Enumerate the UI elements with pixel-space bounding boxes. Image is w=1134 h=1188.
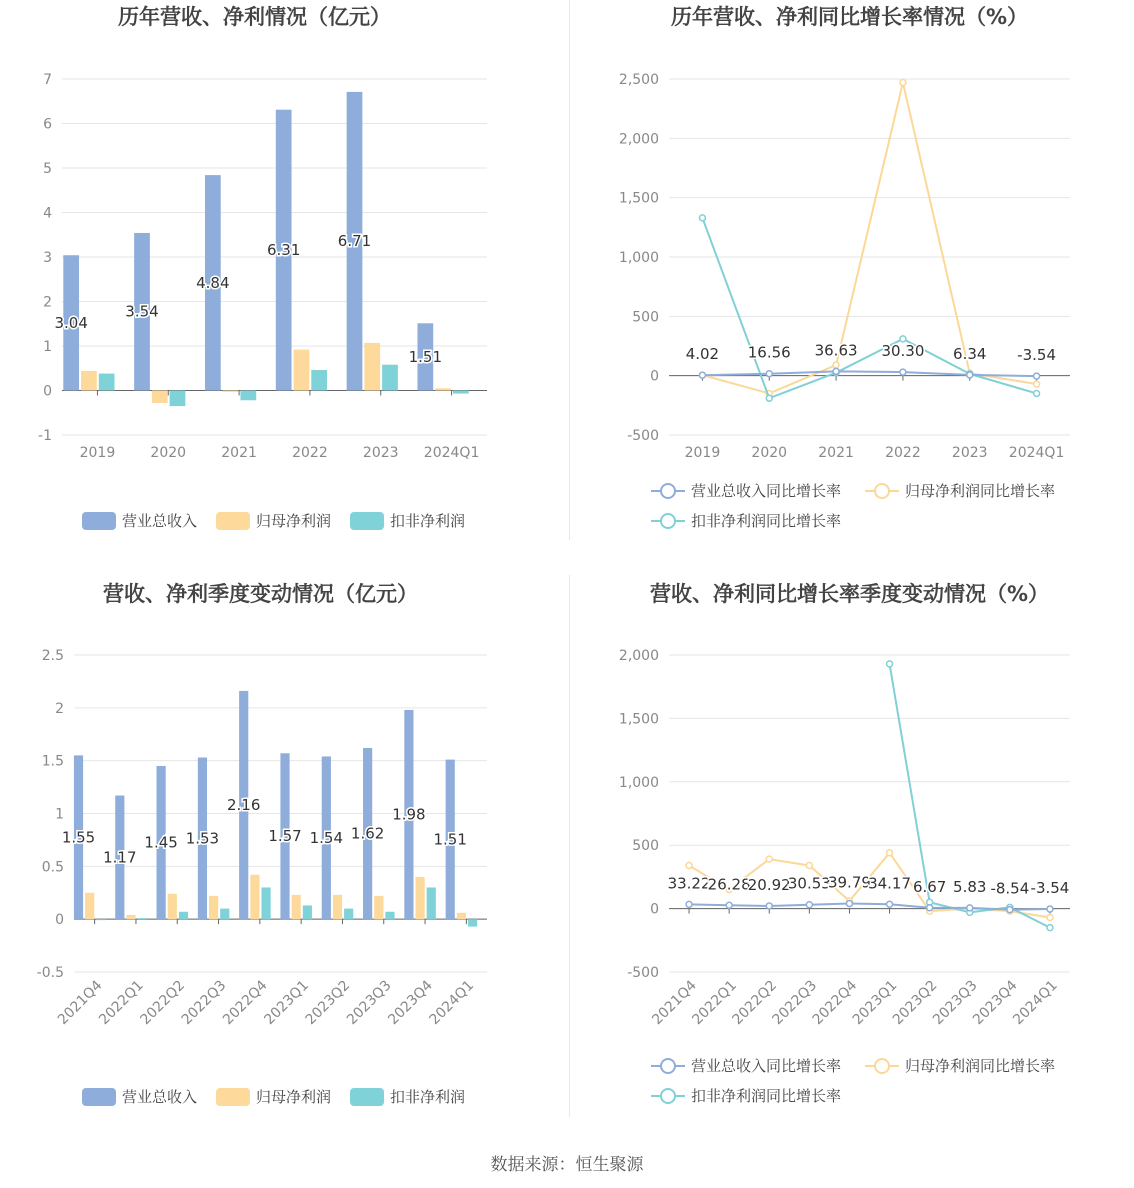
data-label: 1.57 — [268, 827, 302, 846]
data-point — [1007, 907, 1013, 913]
data-source-note: 数据来源：恒生聚源 — [490, 1155, 644, 1175]
y-tick-label: 1 — [55, 806, 64, 823]
data-label: -8.54 — [990, 879, 1030, 898]
bar-parent-profit — [416, 877, 425, 919]
data-label: 34.17 — [868, 874, 912, 893]
data-point — [1034, 373, 1040, 379]
bar-parent-profit — [223, 391, 239, 392]
y-tick-label: 0 — [650, 901, 659, 918]
x-tick-label: 2024Q1 — [1008, 445, 1065, 461]
y-tick-label: 2,000 — [618, 131, 659, 148]
x-tick-label: 2024Q1 — [423, 445, 480, 461]
legend-marker — [661, 484, 675, 498]
data-label: 2.16 — [227, 796, 261, 815]
data-point — [900, 336, 906, 342]
y-tick-label: 1,000 — [618, 250, 659, 266]
x-tick-label: 2023Q1 — [261, 977, 312, 1029]
bar-parent-profit — [294, 350, 310, 391]
data-label: 16.56 — [747, 343, 791, 362]
legend-marker — [661, 1059, 675, 1073]
bar-deducted-profit — [344, 909, 353, 920]
bar-deducted-profit — [427, 887, 436, 919]
x-tick-label: 2022 — [292, 445, 328, 461]
data-point — [699, 372, 705, 378]
y-tick-label: 1.5 — [41, 753, 64, 770]
bar-deducted-profit — [170, 391, 186, 407]
data-point — [686, 901, 692, 907]
data-label: 26.28 — [707, 875, 751, 894]
y-tick-label: 2 — [55, 700, 64, 717]
data-point — [766, 856, 772, 862]
legend-label: 扣非净利润同比增长率 — [691, 512, 842, 530]
y-tick-label: 1,000 — [618, 774, 659, 791]
data-label: 1.62 — [350, 824, 385, 843]
legend-swatch — [350, 1088, 384, 1106]
legend-marker — [875, 1059, 889, 1073]
x-tick-label: 2022Q3 — [769, 977, 821, 1029]
bar-parent-profit — [333, 895, 342, 919]
data-label: 1.55 — [61, 828, 96, 847]
legend-label: 扣非净利润同比增长率 — [691, 1087, 842, 1105]
bar-parent-profit — [168, 894, 177, 919]
bar-deducted-profit — [261, 887, 270, 919]
bar-parent-profit — [250, 875, 259, 919]
data-label: 30.53 — [787, 874, 831, 893]
data-label: 6.34 — [953, 344, 987, 363]
annual-revenue-profit-chart — [0, 0, 567, 570]
data-point — [967, 372, 973, 378]
bar-parent-profit — [152, 391, 168, 403]
bar-deducted-profit — [453, 391, 469, 394]
data-point — [927, 905, 933, 911]
data-point — [967, 905, 973, 911]
y-tick-label: -500 — [627, 428, 659, 444]
x-tick-label: 2022Q1 — [96, 977, 147, 1029]
legend-label: 归母净利润同比增长率 — [905, 482, 1056, 500]
bar-deducted-profit — [311, 370, 327, 390]
annual-growth-rate-svg — [567, 0, 1134, 570]
x-tick-label: 2022Q2 — [729, 977, 781, 1029]
y-tick-label: 0 — [55, 912, 64, 929]
quarterly-growth-rate-svg — [567, 575, 1134, 1145]
y-tick-label: 1 — [43, 339, 52, 355]
x-tick-label: 2021Q4 — [649, 977, 700, 1029]
data-point — [1034, 381, 1040, 387]
legend-label: 归母净利润 — [256, 512, 332, 530]
chart-title: 营收、净利季度变动情况（亿元） — [103, 582, 418, 606]
data-point — [699, 215, 705, 221]
data-label: 1.51 — [433, 830, 467, 849]
bar-deducted-profit — [240, 391, 256, 401]
x-tick-label: 2022Q4 — [220, 977, 271, 1029]
y-tick-label: 500 — [632, 838, 659, 855]
chart-title: 历年营收、净利同比增长率情况（%） — [670, 5, 1029, 29]
data-point — [1034, 390, 1040, 396]
data-point — [887, 661, 893, 667]
data-label: 39.79 — [827, 873, 871, 892]
data-label: 1.98 — [392, 805, 426, 824]
data-label: 36.63 — [814, 341, 858, 360]
bar-deducted-profit — [220, 909, 229, 920]
x-tick-label: 2023Q2 — [889, 977, 941, 1029]
x-tick-label: 2023 — [951, 445, 988, 461]
data-point — [833, 368, 839, 374]
x-tick-label: 2023Q1 — [849, 977, 901, 1029]
data-label: 5.83 — [953, 877, 987, 896]
vertical-divider-top — [569, 0, 570, 540]
x-tick-label: 2024Q1 — [426, 977, 478, 1029]
y-tick-label: 7 — [43, 72, 52, 88]
y-tick-label: -1 — [38, 428, 52, 444]
quarterly-revenue-profit-chart — [0, 575, 567, 1145]
quarterly-growth-rate-chart — [567, 575, 1134, 1145]
bar-deducted-profit — [138, 918, 147, 919]
x-tick-label: 2020 — [150, 445, 187, 461]
x-tick-label: 2022Q4 — [809, 977, 861, 1029]
bar-parent-profit — [374, 896, 383, 919]
annual-growth-rate-chart — [567, 0, 1134, 570]
data-label: 1.53 — [185, 829, 220, 848]
x-tick-label: 2021 — [221, 445, 257, 461]
y-tick-label: 1,500 — [618, 190, 659, 207]
data-point — [900, 80, 906, 86]
data-label: 1.45 — [144, 833, 178, 852]
x-tick-label: 2024Q1 — [1010, 977, 1061, 1029]
x-tick-label: 2023Q3 — [929, 977, 981, 1029]
legend-swatch — [82, 512, 116, 530]
bar-deducted-profit — [468, 919, 477, 926]
y-tick-label: 0 — [650, 368, 659, 385]
y-tick-label: 500 — [632, 309, 659, 326]
x-tick-label: 2021 — [818, 445, 854, 461]
y-tick-label: 2,000 — [618, 648, 659, 664]
x-tick-label: 2019 — [684, 445, 721, 461]
chart-title: 营收、净利同比增长率季度变动情况（%） — [649, 582, 1050, 606]
legend-label: 归母净利润 — [256, 1088, 332, 1106]
data-label: 3.04 — [54, 313, 88, 332]
legend-label: 营业总收入 — [122, 512, 198, 530]
data-point — [806, 902, 812, 908]
x-tick-label: 2023Q4 — [970, 977, 1021, 1029]
x-tick-label: 2020 — [751, 445, 788, 461]
bar-parent-profit — [209, 896, 218, 919]
data-point — [1047, 914, 1053, 920]
bar-parent-profit — [292, 895, 301, 919]
data-point — [766, 371, 772, 377]
data-point — [726, 902, 732, 908]
bar-parent-profit — [85, 893, 94, 919]
data-label: 20.92 — [747, 875, 791, 894]
legend-marker — [875, 484, 889, 498]
data-point — [833, 362, 839, 368]
y-tick-label: 4 — [43, 205, 52, 222]
legend-label: 营业总收入同比增长率 — [691, 1057, 842, 1075]
data-label: 4.02 — [685, 345, 720, 364]
data-point — [806, 862, 812, 868]
y-tick-label: 1,500 — [618, 711, 659, 728]
y-tick-label: 3 — [43, 250, 52, 266]
bar-parent-profit — [126, 915, 135, 919]
data-label: 1.17 — [103, 848, 137, 867]
y-tick-label: 0 — [43, 383, 52, 400]
y-tick-label: 5 — [43, 161, 52, 177]
data-label: 6.71 — [337, 232, 372, 251]
data-label: 1.54 — [309, 828, 344, 847]
x-tick-label: 2022Q1 — [689, 977, 740, 1029]
legend-label: 营业总收入 — [122, 1088, 198, 1106]
data-point — [887, 901, 893, 907]
data-point — [1047, 906, 1053, 912]
x-tick-label: 2022Q2 — [137, 977, 189, 1029]
data-label: -3.54 — [1017, 346, 1056, 365]
legend-label: 扣非净利润 — [390, 1088, 466, 1106]
bar-parent-profit — [457, 913, 466, 919]
x-tick-label: 2023Q2 — [302, 977, 354, 1029]
y-tick-label: 2 — [43, 294, 52, 311]
data-point — [1047, 925, 1053, 931]
data-point — [766, 903, 772, 909]
annual-revenue-profit-svg — [0, 0, 567, 570]
chart-title: 历年营收、净利情况（亿元） — [118, 5, 391, 29]
bar-parent-profit — [81, 371, 97, 391]
data-point — [766, 395, 772, 401]
data-label: 3.54 — [125, 302, 159, 321]
data-label: 6.67 — [912, 877, 947, 896]
quarterly-revenue-profit-svg — [0, 575, 567, 1145]
legend-label: 营业总收入同比增长率 — [691, 482, 842, 500]
data-label: -3.54 — [1030, 879, 1070, 898]
bar-deducted-profit — [382, 365, 398, 391]
data-point — [900, 369, 906, 375]
bar-deducted-profit — [96, 919, 105, 920]
legend-swatch — [350, 512, 384, 530]
y-tick-label: -500 — [627, 965, 659, 981]
legend-swatch — [82, 1088, 116, 1106]
legend-swatch — [216, 512, 250, 530]
x-tick-label: 2023Q4 — [385, 977, 436, 1029]
x-tick-label: 2023 — [362, 445, 399, 461]
y-tick-label: 2,500 — [618, 72, 659, 88]
bar-parent-profit — [435, 388, 451, 390]
data-label: 1.51 — [408, 347, 443, 366]
data-label: 30.30 — [881, 342, 925, 361]
x-tick-label: 2023Q3 — [343, 977, 395, 1029]
legend-swatch — [216, 1088, 250, 1106]
bar-deducted-profit — [303, 905, 312, 919]
data-label: 33.22 — [667, 874, 711, 893]
y-tick-label: -0.5 — [36, 965, 64, 981]
x-tick-label: 2019 — [79, 445, 116, 461]
data-point — [887, 850, 893, 856]
x-tick-label: 2022Q3 — [178, 977, 230, 1029]
y-tick-label: 6 — [43, 116, 52, 133]
x-tick-label: 2022 — [885, 445, 921, 461]
legend-marker — [661, 514, 675, 528]
vertical-divider-bottom — [569, 575, 570, 1117]
data-point — [846, 901, 852, 907]
bar-parent-profit — [364, 343, 380, 391]
legend-label: 归母净利润同比增长率 — [905, 1057, 1056, 1075]
data-point — [686, 862, 692, 868]
x-tick-label: 2021Q4 — [54, 977, 106, 1029]
y-tick-label: 2.5 — [41, 648, 64, 664]
legend-marker — [661, 1089, 675, 1103]
legend-label: 扣非净利润 — [390, 512, 466, 530]
data-label: 4.84 — [196, 273, 230, 292]
bar-deducted-profit — [99, 374, 115, 391]
bar-deducted-profit — [385, 912, 394, 919]
bar-deducted-profit — [179, 912, 188, 919]
data-label: 6.31 — [266, 241, 301, 260]
y-tick-label: 0.5 — [41, 859, 64, 876]
